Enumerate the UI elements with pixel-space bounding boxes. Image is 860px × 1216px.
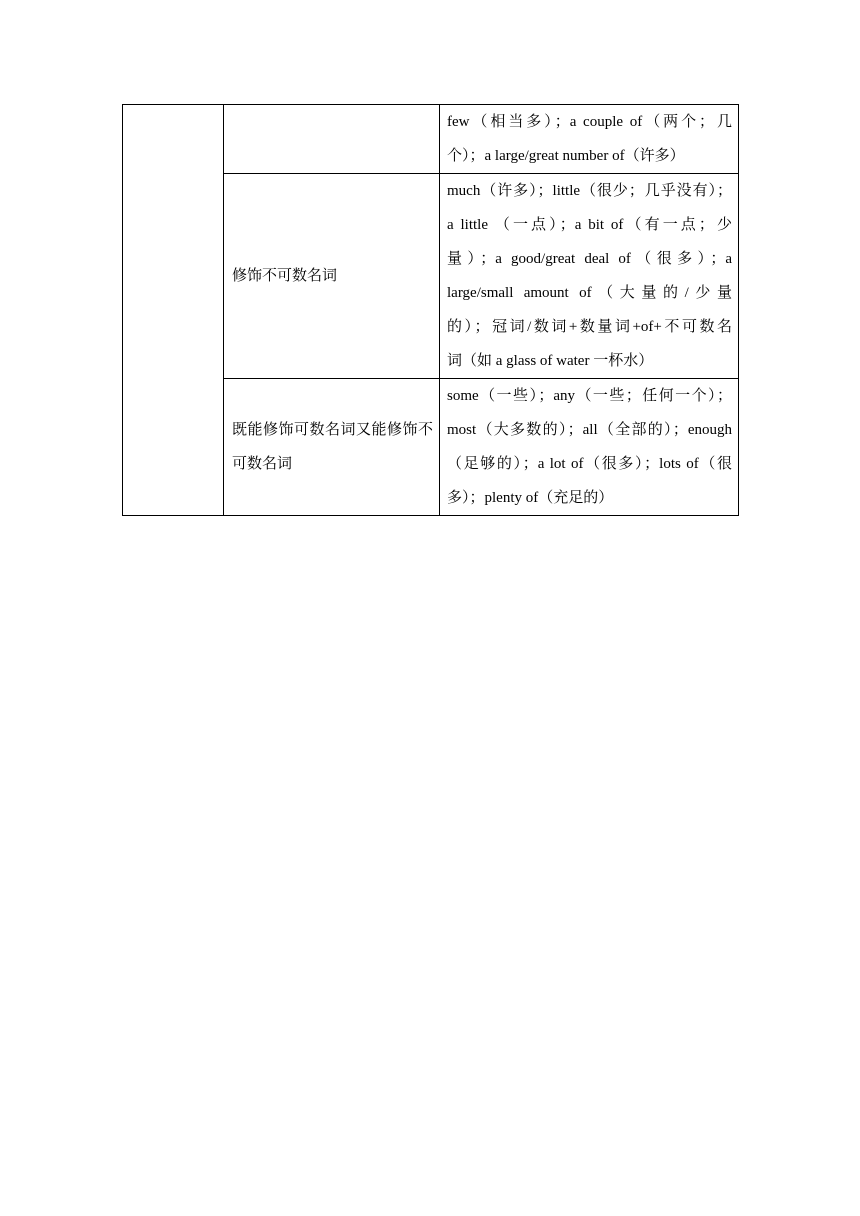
- example-line: few（相当多）；a couple of（两个；几: [447, 114, 732, 130]
- merged-left-cell: [123, 105, 224, 516]
- category-cell: 既能修饰可数名词又能修饰不可数名词: [224, 379, 440, 516]
- table-row: [123, 105, 739, 174]
- example-line: large/small amount of（大量的/少量: [447, 285, 732, 301]
- examples-cell: [440, 379, 739, 516]
- examples-cell: [440, 174, 739, 379]
- quantifier-table: [122, 104, 739, 516]
- category-cell: [224, 105, 440, 174]
- example-line: 量）；a good/great deal of（很多）；a: [447, 251, 732, 267]
- category-cell: 修饰不可数名词: [224, 174, 440, 379]
- example-line: 的）；冠词/数词+数量词+of+不可数名: [447, 319, 732, 335]
- examples-cell: [440, 105, 739, 174]
- example-line: a little （一点）；a bit of（有一点；少: [447, 217, 732, 233]
- example-line: much（许多）；little（很少；几乎没有）；: [447, 183, 732, 199]
- example-line: most（大多数的）；all（全部的）；enough: [447, 422, 732, 438]
- example-line: some（一些）；any（一些；任何一个）；: [447, 388, 732, 404]
- example-line: （足够的）；a lot of（很多）；lots of（很: [447, 456, 732, 472]
- example-line: 词（如 a glass of water 一杯水）: [447, 353, 654, 369]
- example-line: 多）；plenty of（充足的）: [447, 490, 614, 506]
- example-line: 个）；a large/great number of（许多）: [447, 148, 685, 164]
